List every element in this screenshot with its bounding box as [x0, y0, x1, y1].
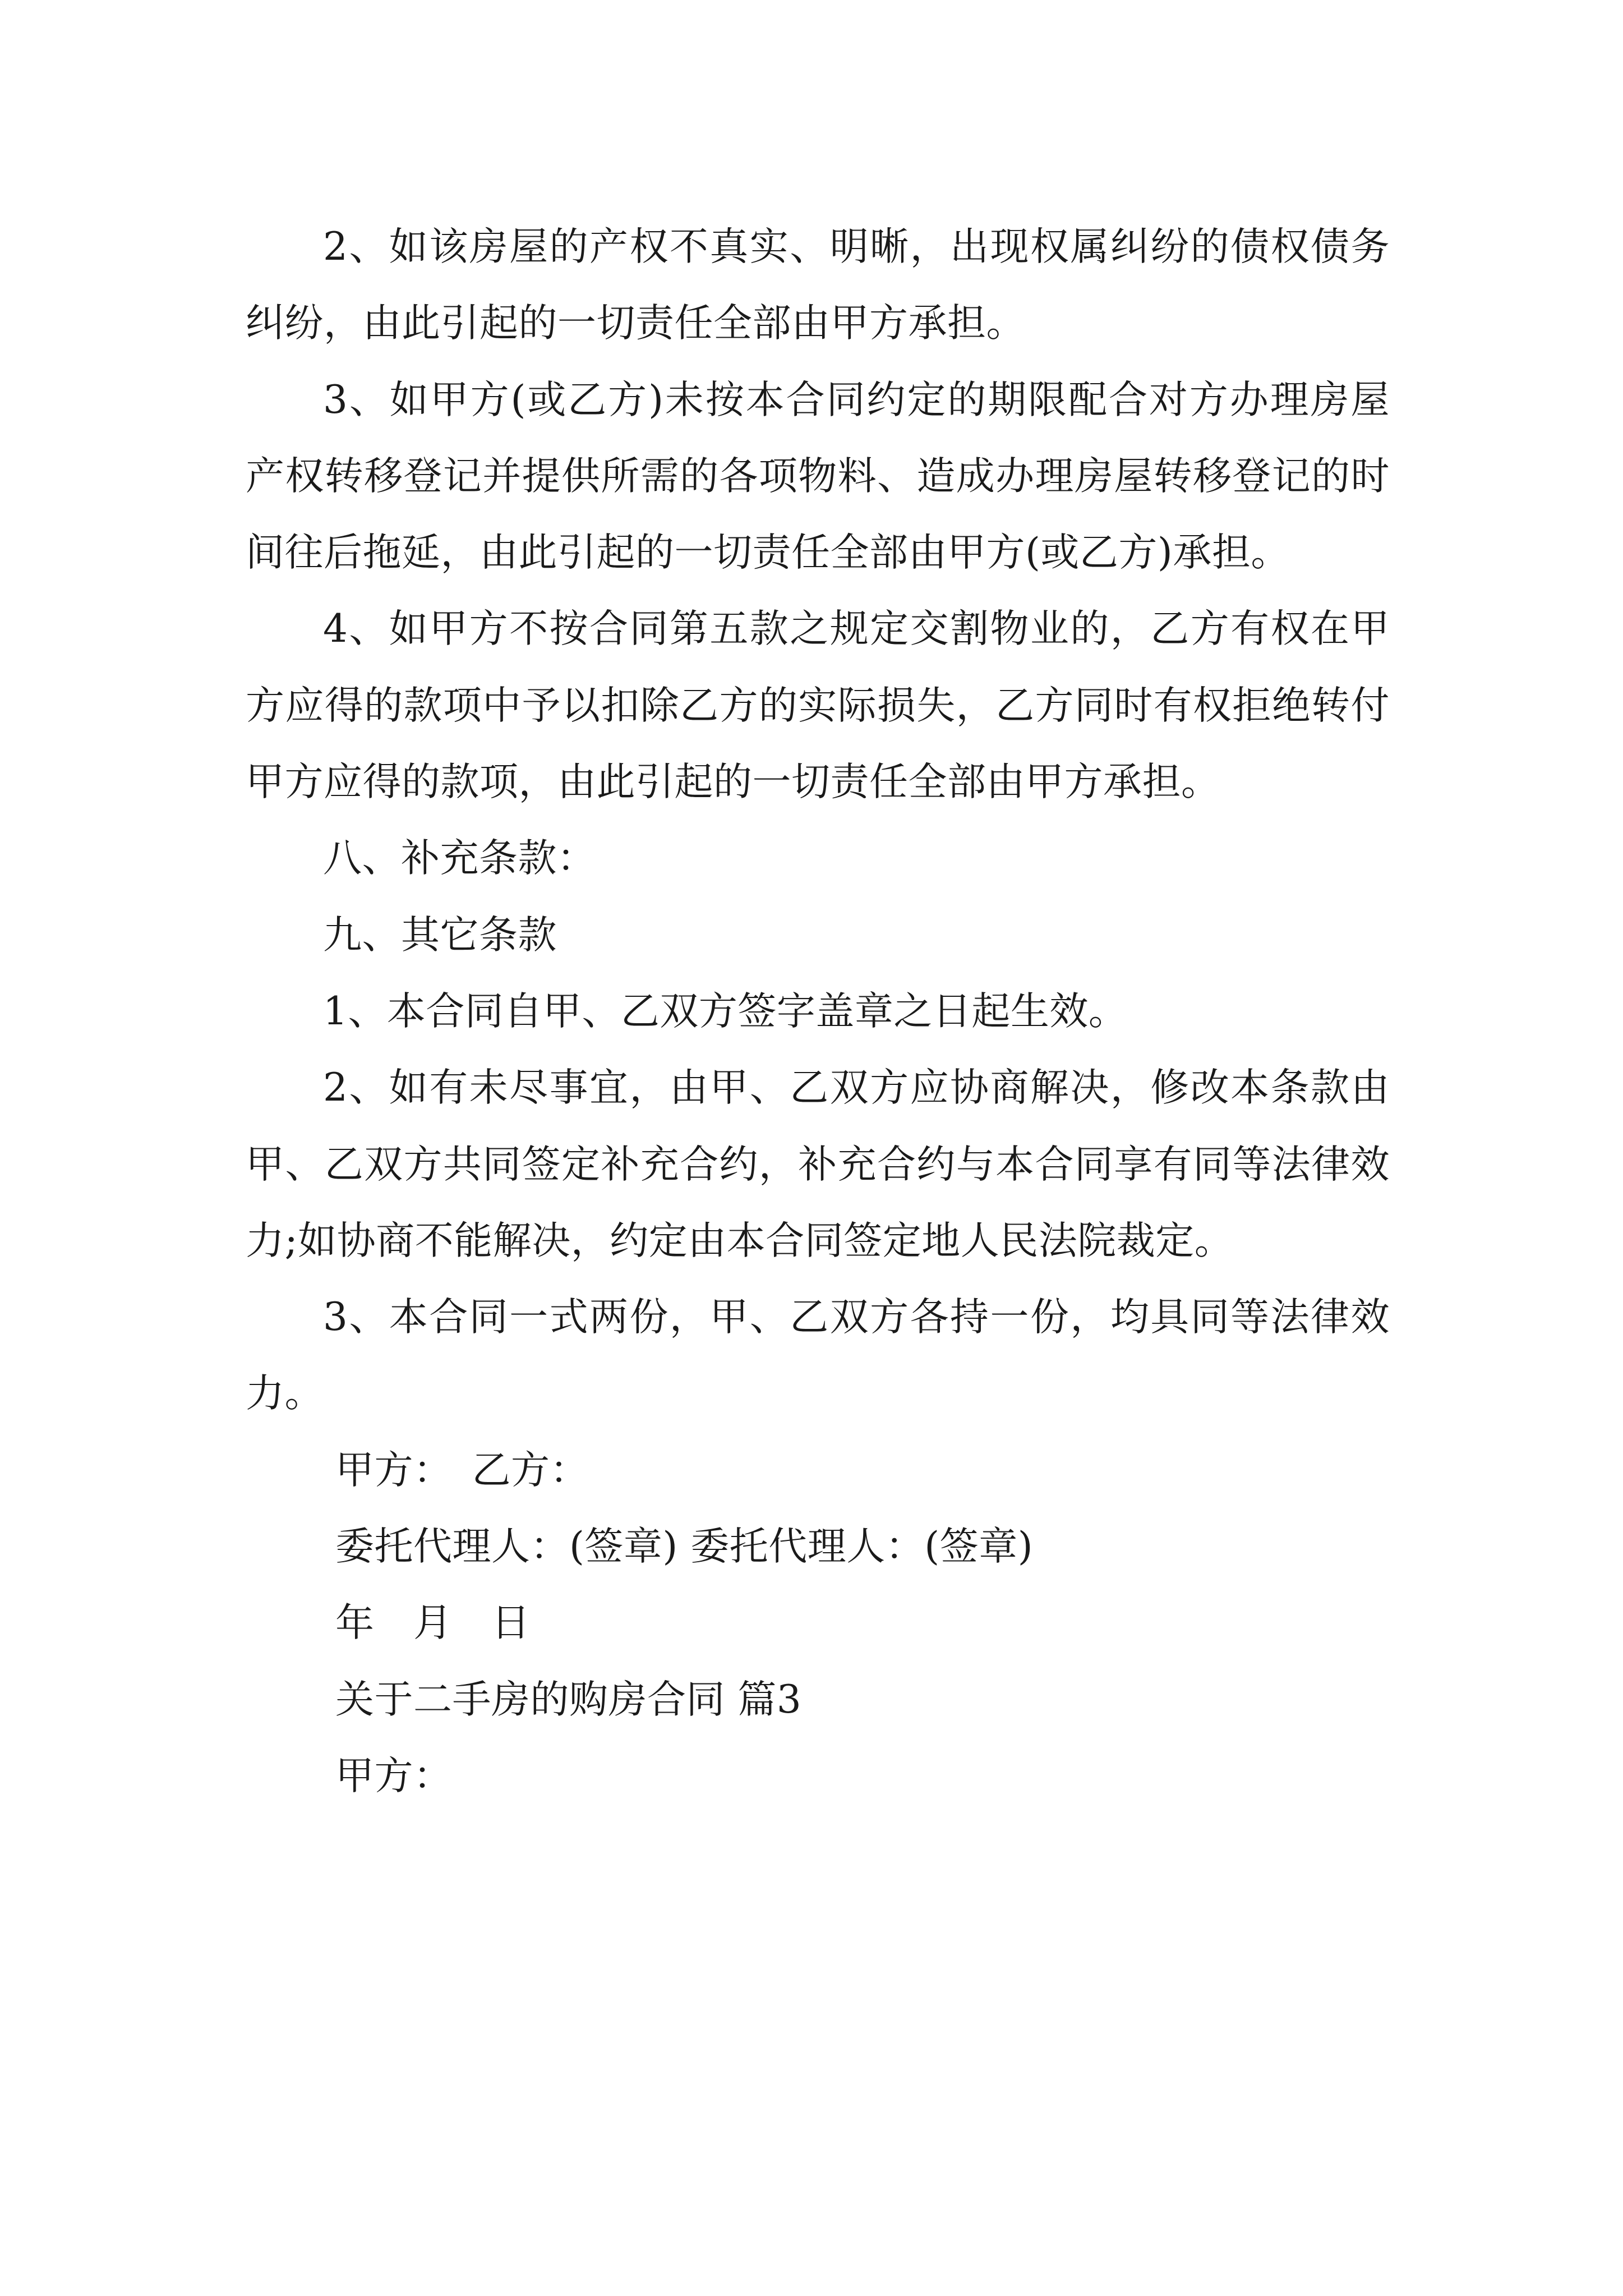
other-clause-2-paragraph: 2、如有未尽事宜，由甲、乙双方应协商解决，修改本条款由甲、乙双方共同签定补充合约，补充合约与本合同享有同等法律效力;如协商不能解决，约定由本合同签定地人民法院裁定。: [246, 1065, 1390, 1263]
other-clause-1-paragraph: 1、本合同自甲、乙双方签字盖章之日起生效。: [323, 988, 1128, 1034]
other-clause-3-paragraph: 3、本合同一式两份，甲、乙双方各持一份，均具同等法律效力。: [246, 1295, 1390, 1416]
next-contract-title: 关于二手房的购房合同 篇3: [335, 1677, 802, 1722]
clause-3-paragraph: 3、如甲方(或乙方)未按本合同约定的期限配合对方办理房屋产权转移登记并提供所需的各项物料、造成办理房屋转移登记的时间往后拖延，由此引起的一切责任全部由甲方(或乙方)承担。: [246, 377, 1390, 576]
clause-2-paragraph: 2、如该房屋的产权不真实、明晰，出现权属纠纷的债权债务纠纷，由此引起的一切责任全部由甲方承担。: [246, 224, 1390, 346]
agent-signature-line: 委托代理人：(签章) 委托代理人：(签章): [335, 1524, 1034, 1570]
section-9-heading: 九、其它条款: [323, 912, 557, 958]
section-8-heading: 八、补充条款：: [323, 836, 596, 881]
document-body: [246, 209, 1390, 1814]
party-a-line: 甲方：: [335, 1753, 453, 1798]
date-line: 年 月 日: [335, 1600, 531, 1646]
clause-4-paragraph: 4、如甲方不按合同第五款之规定交割物业的，乙方有权在甲方应得的款项中予以扣除乙方的实际损失，乙方同时有权拒绝转付甲方应得的款项，由此引起的一切责任全部由甲方承担。: [246, 606, 1390, 805]
party-signature-line: 甲方： 乙方：: [335, 1447, 589, 1493]
